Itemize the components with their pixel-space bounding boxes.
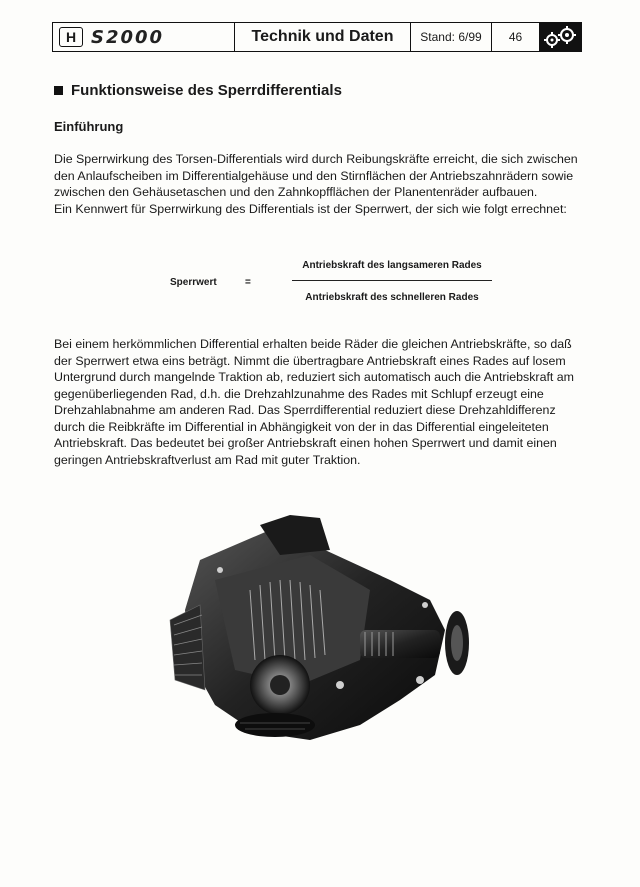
section-title: [54, 82, 342, 99]
formula-numerator: Antriebskraft des langsameren Rades: [302, 260, 482, 271]
explanation-paragraph: Bei einem herkömmlichen Differential erhalten beide Räder die gleichen Antriebskräfte, so daß der Sperrwert etwa eins beträgt. Nimmt die übertragbare Antriebskraft eines Rades auf losem Untergrund durch mangelnde Traktion ab, reduziert sich automatisch auch die Antriebskraft am gegenüberliegenden Rad, d.h. die Drehzahlzunahme des Rades mit Schlupf erzeugt eine Drehzahlabnahme am anderen Rad. Das Sperrdifferential reduziert diese Drehzahldifferenz durch die Reibkräfte im Differential in Abhängigkeit von der in das Differential eingeleiteten Antriebskraft. Das bedeutet bei großer Antriebskraft einen hohen Sperrwert und damit einen geringen Antriebskraftverlust am Rad mit guter Traktion.: [54, 337, 574, 467]
header-stand: Stand: 6/99: [411, 23, 492, 51]
formula-label: Sperrwert: [170, 277, 217, 288]
fraction-line: [292, 280, 492, 281]
formula-equals: =: [245, 277, 251, 288]
formula-denominator: Antriebskraft des schnelleren Rades: [305, 292, 479, 303]
header-logo-cell: [53, 23, 235, 51]
intro-paragraph: [54, 151, 584, 217]
gears-icon: [540, 23, 581, 51]
honda-logo-icon: H: [59, 27, 83, 47]
intro-text-formula-lead: Ein Kennwert für Sperrwirkung des Differentials ist der Sperrwert, der sich wie folgt errechnet:: [54, 201, 567, 216]
differential-photo: [160, 510, 490, 770]
page-number: 46: [492, 23, 540, 51]
subsection-title: Einführung: [54, 119, 124, 134]
header-title: Technik und Daten: [235, 23, 411, 51]
brand-logo: S2000: [91, 26, 165, 48]
section-title-text: Funktionsweise des Sperrdifferentials: [71, 82, 342, 99]
intro-text: Die Sperrwirkung des Torsen-Differentials wird durch Reibungskräfte erreicht, die sich zwischen den Anlaufscheiben im Differentialgehäuse und den Stirnflächen der Antriebszahnrädern sowie zwischen den Gehäusetaschen und den Zahnkopfflächen der Planentenräder aufbauen.: [54, 152, 578, 199]
page-header: [52, 22, 582, 52]
square-bullet-icon: [54, 86, 63, 95]
